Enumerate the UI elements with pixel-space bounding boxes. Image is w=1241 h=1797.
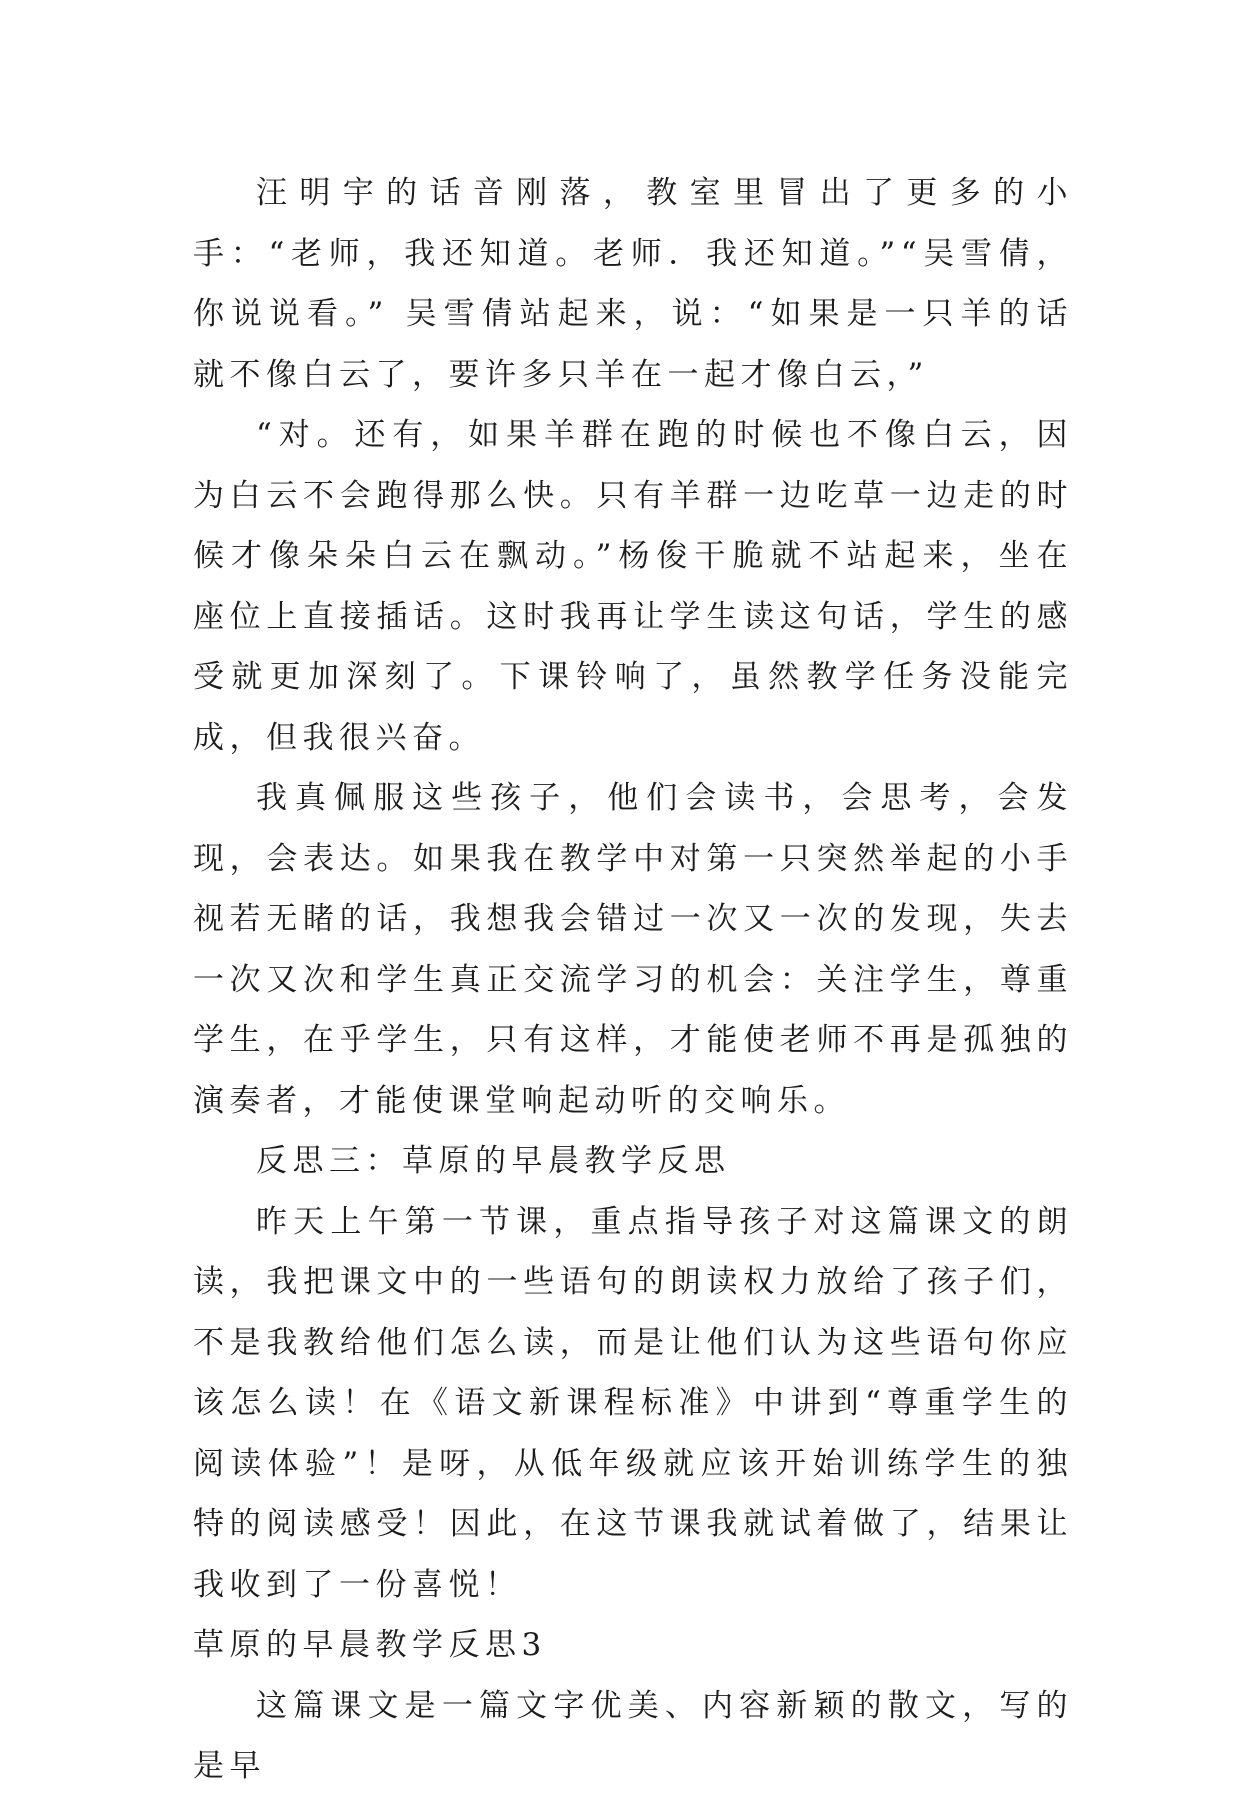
paragraph-yang-jun: “对。还有，如果羊群在跑的时候也不像白云，因为白云不会跑得那么快。只有羊群一边吃草一边走的时候才像朵朵白云在飘动。”杨俊干脆就不站起来，坐在座位上直接插话。这时我再让学生读这句话，学生的感受就更加深刻了。下课铃响了，虽然教学任务没能完成，但我很兴奋。 [193,417,1073,756]
paragraph-essay-intro: 这篇课文是一篇文字优美、内容新颖的散文，写的是早 [193,1687,1073,1784]
paragraph-admire-children: 我真佩服这些孩子，他们会读书，会思考，会发现，会表达。如果我在教学中对第一只突然举起的小手视若无睹的话，我想我会错过一次又一次的发现，失去一次又次和学生真正交流学习的机会：关注学生，尊重学生，在乎学生，只有这样，才能使老师不再是孤独的演奏者，才能使课堂响起动听的交响乐。 [193,780,1073,1119]
document-body [193,163,1073,1797]
subheading-reflection-three: 反思三：草原的早晨教学反思 [256,1143,731,1179]
section-heading: 草原的早晨教学反思3 [193,1627,547,1663]
paragraph-reading-guidance: 昨天上午第一节课，重点指导孩子对这篇课文的朗读，我把课文中的一些语句的朗读权力放给了孩子们，不是我教给他们怎么读，而是让他们认为这些语句你应该怎么读！在《语文新课程标准》中讲到“尊重学生的阅读体验”！是呀，从低年级就应该开始训练学生的独特的阅读感受！因此，在这节课我就试着做了，结果让我收到了一份喜悦！ [193,1203,1073,1603]
paragraph-wang-mingyu: 汪明宇的话音刚落，教室里冒出了更多的小手：“老师，我还知道。老师．我还知道。”“吴雪倩，你说说看。” 吴雪倩站起来，说：“如果是一只羊的话就不像白云了，要许多只羊在一起才像白云，” [193,175,1073,393]
